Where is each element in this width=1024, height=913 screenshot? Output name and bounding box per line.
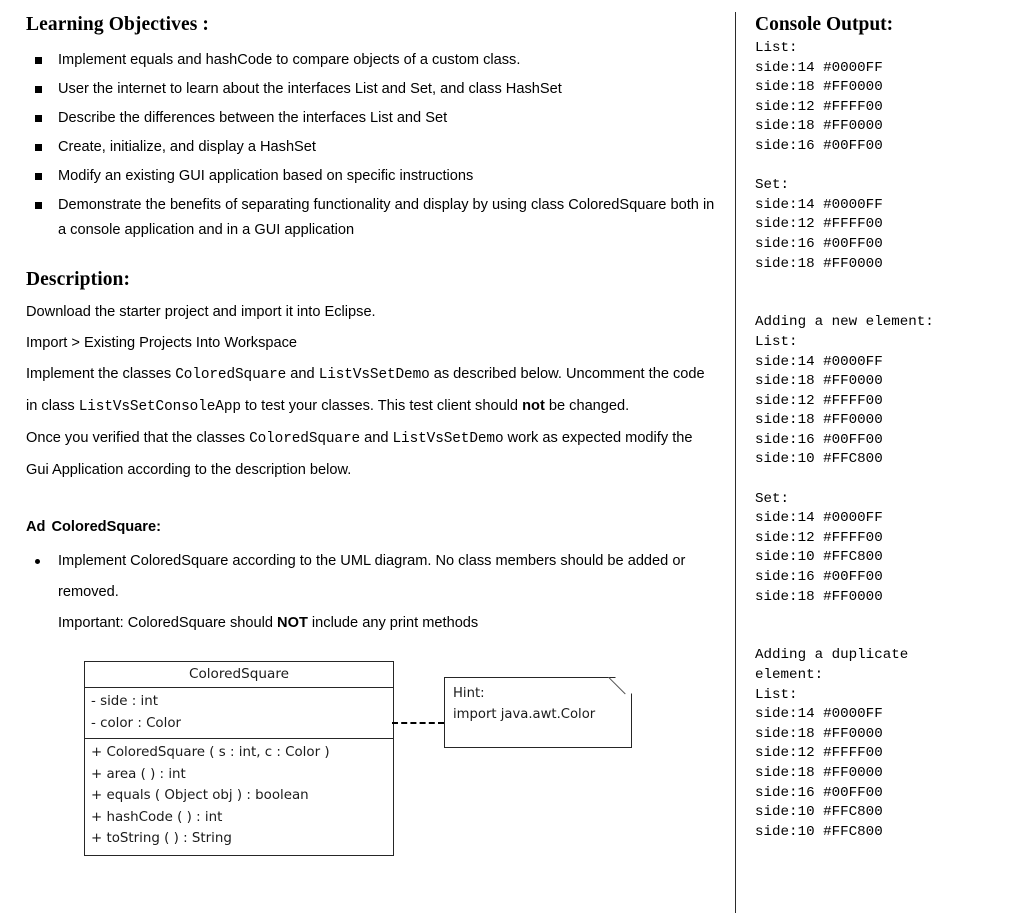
- description-line-1: Download the starter project and import it into Eclipse.: [26, 304, 376, 320]
- list-item: [26, 162, 715, 191]
- console-line: side:12 #FFFF00: [755, 745, 883, 762]
- list-item: [26, 546, 715, 608]
- uml-operation: + hashCode ( ) : int: [91, 809, 223, 825]
- list-item: [26, 104, 715, 133]
- console-line: side:12 #FFFF00: [755, 529, 883, 546]
- uml-attribute: - side : int: [91, 694, 159, 709]
- console-blank-line: [755, 274, 1016, 294]
- list-item: [26, 75, 715, 104]
- uml-attributes-compartment: [85, 688, 393, 739]
- console-line: side:18 #FF0000: [755, 118, 883, 135]
- console-line: side:10 #FFC800: [755, 823, 883, 840]
- list-item: [26, 46, 715, 75]
- square-bullet-icon: [35, 57, 42, 64]
- uml-operation: + area ( ) : int: [91, 766, 186, 782]
- emphasis-not: not: [522, 398, 545, 414]
- emphasis-not: NOT: [277, 615, 308, 631]
- console-line: side:18 #FF0000: [755, 79, 883, 96]
- console-line: Adding a duplicate: [755, 647, 909, 664]
- console-output-heading: Console Output:: [755, 14, 894, 35]
- console-line: side:14 #0000FF: [755, 59, 883, 76]
- code-listvssetdemo: ListVsSetDemo: [392, 431, 504, 447]
- square-bullet-icon: [35, 86, 42, 93]
- important-text: Important: ColoredSquare should: [58, 615, 278, 631]
- desc-text: Implement the classes: [26, 366, 176, 382]
- description-heading: Description:: [26, 269, 131, 290]
- console-line: side:18 #FF0000: [755, 588, 883, 605]
- desc-text: and: [360, 430, 393, 446]
- uml-diagram: [26, 661, 715, 866]
- ad-prefix: Ad: [26, 519, 46, 535]
- console-line: element:: [755, 667, 824, 683]
- desc-text: be changed.: [544, 398, 630, 414]
- square-bullet-icon: [35, 202, 42, 209]
- description-paragraph-1: [26, 359, 715, 423]
- console-line: side:10 #FFC800: [755, 549, 883, 566]
- column-divider: [735, 12, 736, 913]
- hint-note-line-2: import java.awt.Color: [453, 707, 596, 722]
- learning-objectives-heading: Learning Objectives :: [26, 14, 209, 35]
- ad-bullet-list: [26, 546, 715, 608]
- console-blank-line: [755, 470, 1016, 490]
- console-line: side:16 #00FF00: [755, 569, 883, 586]
- uml-operation: + ColoredSquare ( s : int, c : Color ): [91, 745, 330, 760]
- description-paragraph-2: [26, 423, 715, 486]
- console-line: List:: [755, 333, 798, 350]
- console-line: side:12 #FFFF00: [755, 216, 883, 233]
- square-bullet-icon: [35, 144, 42, 151]
- desc-text: to test your classes. This test client should: [240, 398, 523, 414]
- ad-bullet-text: Implement ColoredSquare according to the UML diagram. No class members should be added or removed.: [58, 553, 686, 600]
- console-blank-line: [755, 157, 1016, 177]
- dot-bullet-icon: [35, 559, 40, 564]
- console-line: side:14 #0000FF: [755, 196, 883, 213]
- console-line: side:16 #00FF00: [755, 431, 883, 448]
- hint-note-line-1: Hint:: [453, 686, 485, 701]
- console-line: side:16 #00FF00: [755, 235, 883, 252]
- objective-text: Implement equals and hashCode to compare objects of a custom class.: [58, 52, 521, 68]
- console-line: side:18 #FF0000: [755, 373, 883, 390]
- desc-text: Once you verified that the classes: [26, 430, 250, 446]
- console-line: side:14 #0000FF: [755, 706, 883, 723]
- objective-text: Demonstrate the benefits of separating functionality and display by using class ColoredSquare both in a console application and in a GUI application: [58, 197, 715, 238]
- console-blank-line: [755, 294, 1016, 314]
- uml-class-name: ColoredSquare: [85, 662, 393, 688]
- console-line: side:10 #FFC800: [755, 451, 883, 468]
- uml-note-connector-line: [392, 722, 444, 724]
- uml-class-box-coloredsquare: [84, 661, 394, 856]
- console-line: side:12 #FFFF00: [755, 392, 883, 409]
- console-line: List:: [755, 686, 798, 703]
- uml-hint-note: [444, 677, 632, 748]
- console-line: Adding a new element:: [755, 314, 934, 331]
- console-line: side:10 #FFC800: [755, 804, 883, 821]
- important-note: [26, 608, 715, 639]
- desc-text: and: [286, 366, 319, 382]
- console-line: side:12 #FFFF00: [755, 98, 883, 115]
- uml-attribute: - color : Color: [91, 715, 182, 731]
- console-line: side:14 #0000FF: [755, 510, 883, 527]
- square-bullet-icon: [35, 115, 42, 122]
- desc-text: as described below. Uncomment the code in class: [26, 366, 705, 414]
- code-coloredsquare: ColoredSquare: [175, 367, 287, 383]
- objective-text: Modify an existing GUI application based on specific instructions: [58, 168, 474, 184]
- objective-text: Describe the differences between the interfaces List and Set: [58, 110, 448, 126]
- console-output-column: [735, 0, 1024, 913]
- code-listvssetdemo: ListVsSetDemo: [318, 367, 430, 383]
- ad-class-name: ColoredSquare:: [51, 519, 161, 535]
- console-line: Set:: [755, 177, 790, 194]
- desc-text: work as expected modify the Gui Application according to the description below.: [26, 430, 693, 478]
- uml-operations-compartment: [85, 739, 393, 855]
- code-listvssetconsoleapp: ListVsSetConsoleApp: [78, 399, 241, 415]
- square-bullet-icon: [35, 173, 42, 180]
- console-line: side:18 #FF0000: [755, 412, 883, 429]
- important-text: include any print methods: [307, 615, 479, 631]
- uml-operation: + equals ( Object obj ) : boolean: [91, 788, 309, 803]
- description-line-2: Import > Existing Projects Into Workspace: [26, 335, 298, 351]
- console-output-text: [755, 39, 1016, 842]
- console-line: side:18 #FF0000: [755, 764, 883, 781]
- console-line: side:16 #00FF00: [755, 784, 883, 801]
- objective-text: User the internet to learn about the interfaces List and Set, and class HashSet: [58, 81, 562, 97]
- console-blank-line: [755, 607, 1016, 627]
- list-item: [26, 133, 715, 162]
- console-line: side:14 #0000FF: [755, 353, 883, 370]
- console-line: side:18 #FF0000: [755, 255, 883, 272]
- uml-operation: + toString ( ) : String: [91, 831, 232, 846]
- ad-coloredsquare-heading: [26, 512, 715, 542]
- code-coloredsquare: ColoredSquare: [249, 431, 361, 447]
- console-line: Set:: [755, 490, 790, 507]
- console-line: List:: [755, 40, 798, 56]
- note-fold-edge-icon: [608, 677, 632, 701]
- objective-text: Create, initialize, and display a HashSet: [58, 139, 316, 155]
- console-line: side:18 #FF0000: [755, 725, 883, 742]
- learning-objectives-list: [26, 46, 715, 243]
- console-blank-line: [755, 627, 1016, 647]
- list-item: [26, 191, 715, 243]
- console-line: side:16 #00FF00: [755, 137, 883, 154]
